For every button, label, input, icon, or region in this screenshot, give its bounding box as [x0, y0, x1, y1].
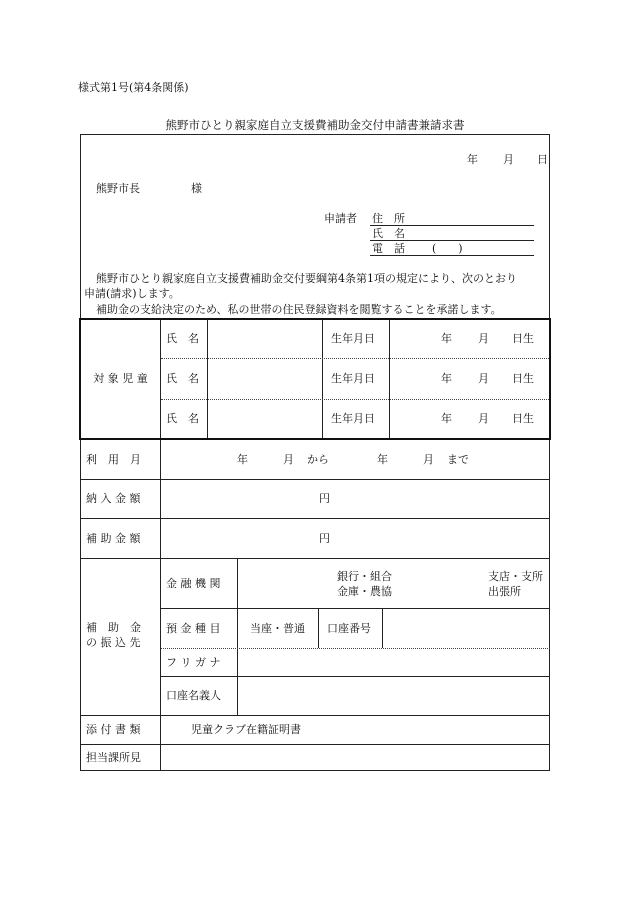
- child-birth-year: 年: [441, 412, 452, 425]
- child-birth-day: 日生: [512, 332, 534, 345]
- furigana-label: フ リ ガ ナ: [166, 656, 221, 669]
- children-row-divider: [161, 358, 549, 359]
- child-birth-month: 月: [478, 412, 489, 425]
- transfer-divider-dotted: [161, 648, 550, 649]
- row-divider: [80, 558, 550, 559]
- child-birth-month: 月: [478, 372, 489, 385]
- row-divider: [80, 518, 550, 519]
- transfer-divider: [160, 676, 550, 677]
- usage-from-month: 月: [283, 453, 294, 466]
- branch-type-line2: 出張所: [488, 585, 521, 598]
- applicant-name-line: [370, 240, 534, 241]
- children-col1: [160, 320, 161, 438]
- paragraph1-line1: 熊野市ひとり親家庭自立支援費補助金交付要綱第4条第1項の規定により、次のとおり: [96, 272, 517, 285]
- date-year: 年: [467, 153, 478, 166]
- child-name-label: 氏 名: [166, 412, 199, 425]
- row-divider: [80, 744, 550, 745]
- child-birth-year: 年: [441, 332, 452, 345]
- paragraph2: 補助金の支給決定のため、私の世帯の住民登録資料を閲覧することを承諾します。: [96, 303, 502, 316]
- account-type-divider: [318, 608, 319, 648]
- children-row-divider: [161, 399, 549, 400]
- transfer-sublabel-divider: [237, 558, 238, 715]
- addressee-honorific: 様: [191, 182, 202, 195]
- office-label: 担当課所見: [86, 751, 141, 764]
- institution-label: 金 融 機 関: [166, 577, 221, 590]
- account-number-label: 口座番号: [327, 622, 371, 635]
- child-birth-label: 生年月日: [331, 372, 375, 385]
- transfer-divider: [160, 608, 550, 609]
- applicant-phone-label: 電 話: [372, 242, 405, 255]
- date-month: 月: [503, 153, 514, 166]
- children-col4: [389, 320, 390, 438]
- child-name-label: 氏 名: [166, 372, 199, 385]
- branch-type-line1: 支店・支所: [488, 570, 543, 583]
- usage-label: 利 用 月: [86, 453, 141, 466]
- child-birth-day: 日生: [512, 412, 534, 425]
- applicant-label: 申請者: [324, 212, 357, 225]
- transfer-label-line2: の 振 込 先: [86, 636, 141, 649]
- account-number-divider: [382, 608, 383, 648]
- child-birth-year: 年: [441, 372, 452, 385]
- addressee-name: 熊野市長: [96, 182, 140, 195]
- applicant-address-label: 住 所: [372, 212, 405, 225]
- applicant-address-line: [370, 225, 534, 226]
- account-type-label: 預 金 種 目: [166, 622, 221, 635]
- applicant-name-label: 氏 名: [372, 227, 405, 240]
- child-birth-label: 生年月日: [331, 412, 375, 425]
- bank-type-line1: 銀行・組合: [337, 570, 392, 583]
- lower-label-divider: [160, 440, 161, 771]
- form-title: 熊野市ひとり親家庭自立支援費補助金交付申請書兼請求書: [165, 118, 465, 132]
- account-type-value: 当座・普通: [250, 622, 305, 635]
- subsidy-unit: 円: [319, 532, 330, 545]
- applicant-phone-line: [370, 255, 534, 256]
- holder-label: 口座名義人: [166, 689, 221, 702]
- children-label: 対 象 児 童: [93, 372, 148, 385]
- bank-type-line2: 金庫・農協: [337, 585, 392, 598]
- child-birth-day: 日生: [512, 372, 534, 385]
- attachments-label: 添 付 書 類: [86, 723, 141, 736]
- usage-to-year: 年: [377, 453, 388, 466]
- usage-from-word: から: [307, 453, 329, 466]
- subsidy-label: 補 助 金 額: [86, 532, 141, 545]
- usage-to-word: まで: [447, 453, 469, 466]
- row-divider: [80, 715, 550, 716]
- children-col2: [207, 320, 208, 438]
- children-col3: [322, 320, 323, 438]
- usage-to-month: 月: [423, 453, 434, 466]
- payment-unit: 円: [319, 492, 330, 505]
- paragraph1-line2: 申請(請求)します。: [84, 287, 180, 300]
- child-name-label: 氏 名: [166, 332, 199, 345]
- form-number: 様式第1号(第4条関係): [78, 81, 189, 94]
- transfer-label-line1: 補 助 金: [86, 621, 141, 634]
- date-day: 日: [537, 153, 548, 166]
- attachments-value: 児童クラブ在籍証明書: [191, 723, 301, 736]
- applicant-phone-paren: ( ): [432, 242, 463, 255]
- child-birth-label: 生年月日: [331, 332, 375, 345]
- row-divider: [80, 479, 550, 480]
- child-birth-month: 月: [478, 332, 489, 345]
- usage-from-year: 年: [237, 453, 248, 466]
- payment-label: 納 入 金 額: [86, 492, 141, 505]
